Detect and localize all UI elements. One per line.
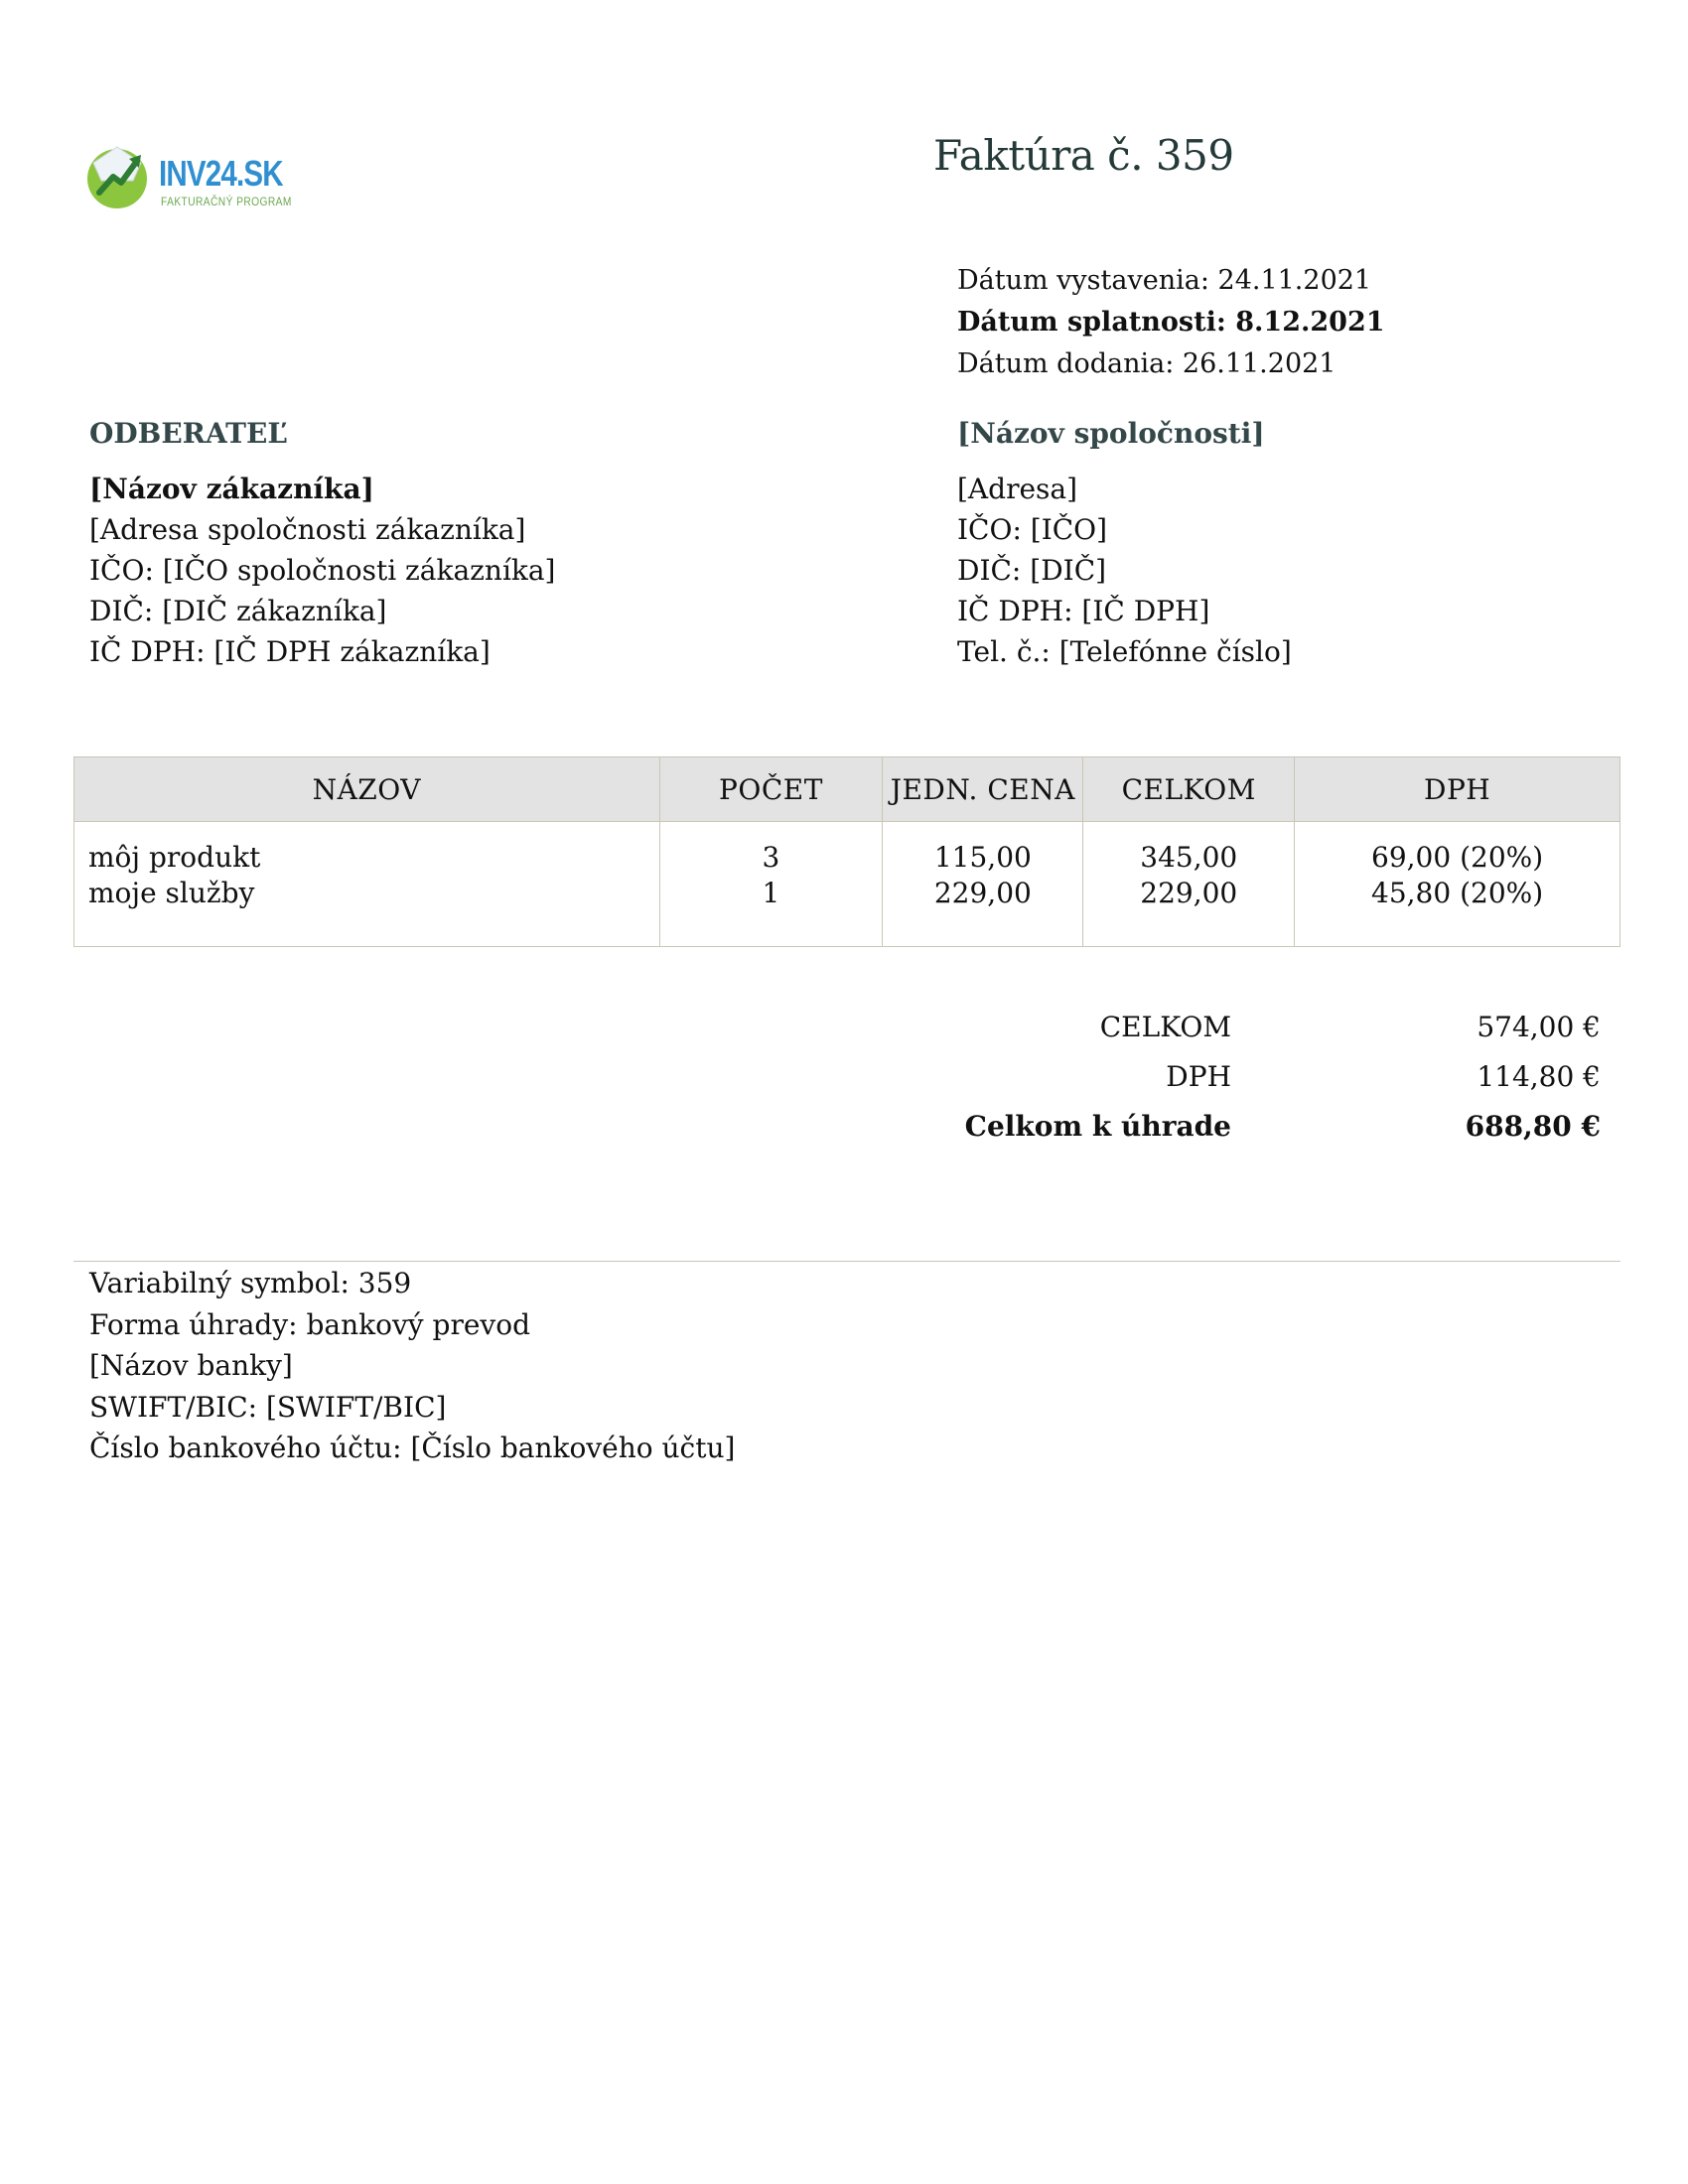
customer-ic-dph: IČ DPH: [IČ DPH zákazníka] (89, 635, 491, 668)
items-table (73, 756, 1620, 947)
logo-subtitle: FAKTURAČNÝ PROGRAM (161, 195, 292, 208)
subtotal-row (814, 1011, 1609, 1060)
customer-name: [Názov zákazníka] (89, 473, 374, 505)
item-unit-price: 229,00 (933, 877, 1032, 909)
col-header-vat: DPH (1295, 757, 1620, 822)
delivery-date: Dátum dodania: 26.11.2021 (957, 348, 1336, 379)
customer-dic: DIČ: [DIČ zákazníka] (89, 595, 387, 627)
vat-label: DPH (1166, 1060, 1231, 1093)
item-total: 229,00 (1140, 877, 1238, 909)
table-row (74, 822, 1620, 947)
amount-due-label: Celkom k úhrade (964, 1110, 1231, 1143)
payment-method: Forma úhrady: bankový prevod (89, 1307, 530, 1341)
col-header-quantity: POČET (659, 757, 883, 822)
bank-account: Číslo bankového účtu: [Číslo bankového účtu] (89, 1432, 736, 1464)
due-date: Dátum splatnosti: 8.12.2021 (957, 307, 1385, 338)
supplier-address: [Adresa] (957, 473, 1078, 505)
company-logo (83, 141, 322, 220)
item-quantity: 3 (762, 841, 780, 874)
table-header-row (74, 757, 1620, 822)
supplier-dic: DIČ: [DIČ] (957, 554, 1107, 587)
col-header-name: NÁZOV (74, 757, 660, 822)
item-quantities (659, 822, 883, 947)
swift-code: SWIFT/BIC: [SWIFT/BIC] (89, 1390, 447, 1424)
item-vats (1295, 822, 1620, 947)
customer-heading: ODBERATEĽ (89, 417, 288, 450)
subtotal-label: CELKOM (1099, 1011, 1231, 1043)
item-totals (1083, 822, 1295, 947)
supplier-block (957, 469, 1292, 672)
item-vat: 45,80 (20%) (1371, 877, 1544, 909)
item-unit-prices (883, 822, 1083, 947)
supplier-ic-dph: IČ DPH: [IČ DPH] (957, 595, 1210, 627)
customer-address: [Adresa spoločnosti zákazníka] (89, 513, 526, 546)
logo-chart-icon (83, 141, 155, 212)
item-total: 345,00 (1140, 841, 1238, 874)
invoice-dates (957, 260, 1385, 385)
col-header-unit-price: JEDN. CENA (883, 757, 1083, 822)
customer-ico: IČO: [IČO spoločnosti zákazníka] (89, 554, 556, 587)
payment-info (89, 1263, 735, 1469)
subtotal-value: 574,00 € (1477, 1011, 1601, 1043)
variable-symbol: Variabilný symbol: 359 (89, 1267, 412, 1299)
item-vat: 69,00 (20%) (1371, 841, 1544, 874)
amount-due-row (814, 1110, 1609, 1160)
issue-date: Dátum vystavenia: 24.11.2021 (957, 265, 1372, 296)
item-name: moje služby (88, 877, 255, 909)
supplier-ico: IČO: [IČO] (957, 513, 1108, 546)
logo-text: INV24.SK (159, 153, 283, 194)
bank-name: [Názov banky] (89, 1349, 293, 1382)
item-quantity: 1 (762, 877, 780, 909)
divider (73, 1261, 1620, 1262)
supplier-heading: [Názov spoločnosti] (957, 417, 1265, 450)
vat-value: 114,80 € (1477, 1060, 1601, 1093)
customer-block (89, 469, 555, 672)
item-names (74, 822, 660, 947)
col-header-total: CELKOM (1083, 757, 1295, 822)
vat-row (814, 1060, 1609, 1110)
totals-block (814, 1011, 1609, 1160)
item-name: môj produkt (88, 841, 261, 874)
amount-due-value: 688,80 € (1465, 1110, 1601, 1143)
supplier-phone: Tel. č.: [Telefónne číslo] (957, 635, 1292, 668)
item-unit-price: 115,00 (933, 841, 1032, 874)
invoice-title: Faktúra č. 359 (933, 131, 1234, 180)
